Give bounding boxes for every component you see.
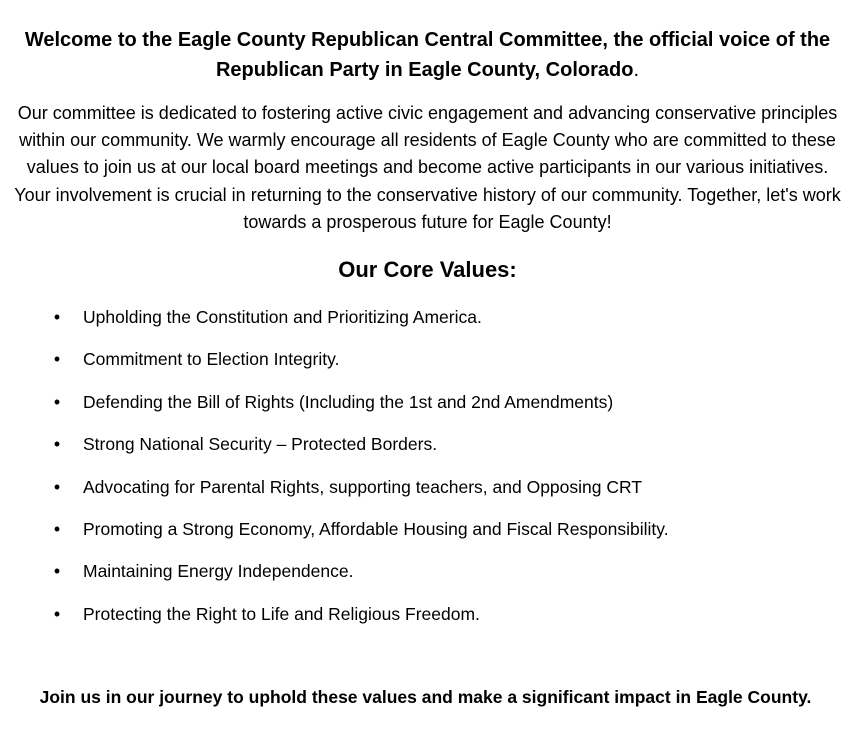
bullet-icon: • — [53, 476, 61, 497]
bullet-icon: • — [53, 391, 61, 412]
list-item — [0, 385, 855, 427]
core-values-heading: Our Core Values: — [338, 257, 517, 282]
core-value-text: Protecting the Right to Life and Religious Freedom. — [83, 603, 480, 624]
welcome-heading-period: . — [633, 59, 640, 81]
bullet-icon: • — [53, 434, 61, 455]
list-item — [0, 554, 855, 596]
core-value-text: Upholding the Constitution and Prioritizing America. — [83, 307, 482, 327]
list-item — [0, 300, 855, 342]
list-item — [0, 342, 855, 384]
bullet-icon: • — [53, 603, 61, 624]
list-item — [0, 512, 855, 554]
welcome-heading — [16, 25, 839, 85]
welcome-heading-text: Welcome to the Eagle County Republican Central Committee, the official voice of the Republican Party in Eagle County, Colorado — [24, 29, 831, 81]
bullet-icon: • — [53, 561, 61, 582]
bullet-icon: • — [53, 349, 61, 370]
core-value-text: Defending the Bill of Rights (Including the 1st and 2nd Amendments) — [83, 391, 614, 412]
list-item — [0, 470, 855, 512]
core-value-text: Maintaining Energy Independence. — [83, 561, 354, 582]
core-value-text: Promoting a Strong Economy, Affordable Housing and Fiscal Responsibility. — [83, 518, 669, 539]
intro-paragraph: Our committee is dedicated to fostering active civic engagement and advancing conservative principles within our community. We warmly encourage all residents of Eagle County who are committed to these values to join us at our local board meetings and become active participants in our various initiatives. Your involvement is crucial in returning to the conservative history of our community. Together, let's work towards a prosperous future for Eagle County! — [14, 103, 841, 232]
list-item — [0, 597, 855, 639]
bullet-icon: • — [53, 307, 61, 327]
bullet-icon: • — [53, 518, 61, 539]
list-item — [0, 427, 855, 469]
core-value-text: Commitment to Election Integrity. — [83, 349, 340, 370]
core-value-text: Strong National Security – Protected Borders. — [83, 434, 438, 455]
closing-statement: Join us in our journey to uphold these values and make a significant impact in Eagle County. — [39, 687, 812, 707]
core-values-list — [0, 300, 855, 639]
core-value-text: Advocating for Parental Rights, supporting teachers, and Opposing CRT — [83, 476, 643, 497]
